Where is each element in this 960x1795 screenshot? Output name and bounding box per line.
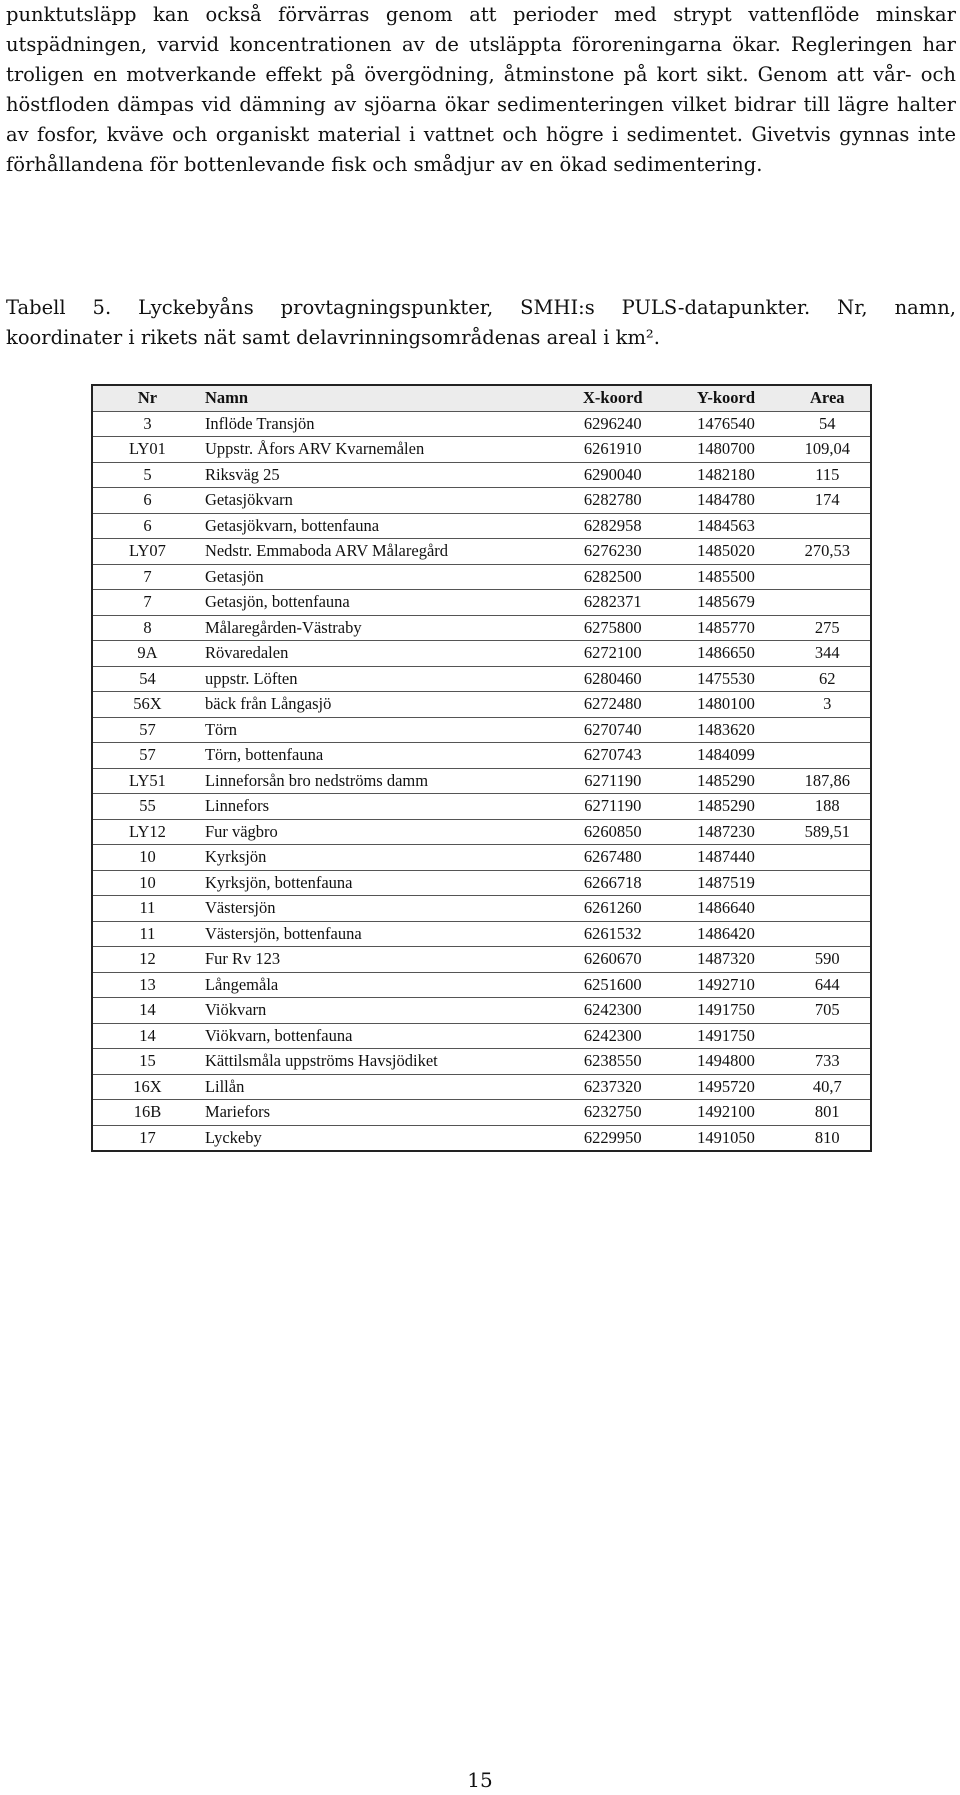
cell-y-coord: 1495720	[667, 1074, 784, 1100]
cell-nr: 57	[92, 743, 202, 769]
cell-nr: 7	[92, 590, 202, 616]
cell-nr: 10	[92, 845, 202, 871]
table-body	[92, 411, 871, 1151]
table-row	[92, 998, 871, 1024]
cell-x-coord: 6242300	[558, 1023, 667, 1049]
cell-y-coord: 1494800	[667, 1049, 784, 1075]
cell-x-coord: 6238550	[558, 1049, 667, 1075]
cell-nr: 11	[92, 921, 202, 947]
table-row	[92, 743, 871, 769]
cell-area: 187,86	[785, 768, 871, 794]
table-row	[92, 539, 871, 565]
cell-x-coord: 6280460	[558, 666, 667, 692]
paragraph-line: punktutsläpp kan också förvärras genom att perioder med strypt vattenflöde minskar	[6, 3, 956, 26]
cell-x-coord: 6261910	[558, 437, 667, 463]
table-row	[92, 437, 871, 463]
header-nr: Nr	[92, 385, 202, 411]
cell-name: Getasjön	[202, 564, 558, 590]
cell-name: Fur vägbro	[202, 819, 558, 845]
cell-area: 174	[785, 488, 871, 514]
cell-x-coord: 6275800	[558, 615, 667, 641]
table-row	[92, 1023, 871, 1049]
cell-y-coord: 1485679	[667, 590, 784, 616]
table-row	[92, 641, 871, 667]
cell-y-coord: 1484780	[667, 488, 784, 514]
cell-x-coord: 6260850	[558, 819, 667, 845]
paragraph-line: förhållandena för bottenlevande fisk och smådjur av en ökad sedimentering.	[6, 153, 763, 176]
cell-y-coord: 1487440	[667, 845, 784, 871]
cell-area	[785, 590, 871, 616]
header-y-coord: Y-koord	[667, 385, 784, 411]
body-paragraph	[6, 0, 956, 180]
cell-y-coord: 1480100	[667, 692, 784, 718]
paragraph-line: troligen en motverkande effekt på övergödning, åtminstone på kort sikt. Genom att vår- och	[6, 63, 956, 86]
cell-x-coord: 6282371	[558, 590, 667, 616]
cell-name: Törn	[202, 717, 558, 743]
cell-name: Lyckeby	[202, 1125, 558, 1151]
cell-y-coord: 1475530	[667, 666, 784, 692]
cell-area	[785, 564, 871, 590]
cell-name: Getasjökvarn, bottenfauna	[202, 513, 558, 539]
cell-name: Viökvarn, bottenfauna	[202, 1023, 558, 1049]
table-row	[92, 1125, 871, 1151]
cell-y-coord: 1483620	[667, 717, 784, 743]
cell-y-coord: 1485020	[667, 539, 784, 565]
cell-nr: 7	[92, 564, 202, 590]
cell-nr: 8	[92, 615, 202, 641]
table-row	[92, 666, 871, 692]
cell-nr: 10	[92, 870, 202, 896]
cell-y-coord: 1485770	[667, 615, 784, 641]
cell-y-coord: 1491750	[667, 998, 784, 1024]
cell-nr: 54	[92, 666, 202, 692]
cell-name: bäck från Långasjö	[202, 692, 558, 718]
cell-area: 589,51	[785, 819, 871, 845]
cell-area: 188	[785, 794, 871, 820]
cell-area: 801	[785, 1100, 871, 1126]
cell-nr: 5	[92, 462, 202, 488]
table-row	[92, 717, 871, 743]
cell-area	[785, 717, 871, 743]
cell-nr: LY01	[92, 437, 202, 463]
cell-x-coord: 6282500	[558, 564, 667, 590]
cell-nr: 56X	[92, 692, 202, 718]
table-row	[92, 411, 871, 437]
cell-area: 62	[785, 666, 871, 692]
header-name: Namn	[202, 385, 558, 411]
cell-y-coord: 1485290	[667, 794, 784, 820]
cell-nr: 14	[92, 998, 202, 1024]
header-area: Area	[785, 385, 871, 411]
cell-nr: LY12	[92, 819, 202, 845]
cell-area	[785, 921, 871, 947]
cell-name: Nedstr. Emmaboda ARV Målaregård	[202, 539, 558, 565]
cell-nr: 16B	[92, 1100, 202, 1126]
cell-area	[785, 1023, 871, 1049]
cell-nr: LY51	[92, 768, 202, 794]
caption-line: koordinater i rikets nät samt delavrinningsområdenas areal i km².	[6, 326, 660, 349]
table-row	[92, 947, 871, 973]
table-row	[92, 564, 871, 590]
cell-x-coord: 6237320	[558, 1074, 667, 1100]
cell-x-coord: 6242300	[558, 998, 667, 1024]
cell-nr: 55	[92, 794, 202, 820]
cell-nr: 3	[92, 411, 202, 437]
cell-area: 109,04	[785, 437, 871, 463]
cell-nr: LY07	[92, 539, 202, 565]
header-x-coord: X-koord	[558, 385, 667, 411]
cell-y-coord: 1484099	[667, 743, 784, 769]
cell-x-coord: 6267480	[558, 845, 667, 871]
table-caption	[6, 293, 956, 353]
cell-area: 344	[785, 641, 871, 667]
table-row	[92, 845, 871, 871]
cell-x-coord: 6290040	[558, 462, 667, 488]
table-row	[92, 615, 871, 641]
cell-y-coord: 1485290	[667, 768, 784, 794]
cell-area: 54	[785, 411, 871, 437]
cell-x-coord: 6261260	[558, 896, 667, 922]
cell-y-coord: 1492710	[667, 972, 784, 998]
cell-nr: 15	[92, 1049, 202, 1075]
table-row	[92, 1049, 871, 1075]
cell-y-coord: 1476540	[667, 411, 784, 437]
cell-name: Fur Rv 123	[202, 947, 558, 973]
cell-nr: 14	[92, 1023, 202, 1049]
cell-name: Getasjökvarn	[202, 488, 558, 514]
cell-y-coord: 1486650	[667, 641, 784, 667]
cell-area	[785, 513, 871, 539]
cell-y-coord: 1492100	[667, 1100, 784, 1126]
cell-area: 270,53	[785, 539, 871, 565]
cell-y-coord: 1485500	[667, 564, 784, 590]
cell-name: Linnefors	[202, 794, 558, 820]
cell-name: Målaregården-Västraby	[202, 615, 558, 641]
cell-x-coord: 6271190	[558, 768, 667, 794]
table-row	[92, 819, 871, 845]
cell-name: Linneforsån bro nedströms damm	[202, 768, 558, 794]
cell-name: Mariefors	[202, 1100, 558, 1126]
cell-name: Långemåla	[202, 972, 558, 998]
cell-area	[785, 870, 871, 896]
cell-area: 590	[785, 947, 871, 973]
cell-nr: 9A	[92, 641, 202, 667]
cell-x-coord: 6229950	[558, 1125, 667, 1151]
paragraph-line: utspädningen, varvid koncentrationen av de utsläppta föroreningarna ökar. Regleringen har	[6, 33, 956, 56]
sampling-points-table	[91, 384, 872, 1152]
table-row	[92, 488, 871, 514]
cell-name: Rövaredalen	[202, 641, 558, 667]
cell-y-coord: 1491750	[667, 1023, 784, 1049]
cell-x-coord: 6296240	[558, 411, 667, 437]
cell-area: 3	[785, 692, 871, 718]
cell-name: Kyrksjön, bottenfauna	[202, 870, 558, 896]
cell-name: Inflöde Transjön	[202, 411, 558, 437]
cell-y-coord: 1480700	[667, 437, 784, 463]
cell-name: Kyrksjön	[202, 845, 558, 871]
cell-nr: 6	[92, 513, 202, 539]
table-row	[92, 972, 871, 998]
cell-nr: 6	[92, 488, 202, 514]
cell-name: Riksväg 25	[202, 462, 558, 488]
cell-y-coord: 1486420	[667, 921, 784, 947]
cell-y-coord: 1482180	[667, 462, 784, 488]
cell-x-coord: 6266718	[558, 870, 667, 896]
cell-area: 810	[785, 1125, 871, 1151]
cell-x-coord: 6270740	[558, 717, 667, 743]
cell-x-coord: 6270743	[558, 743, 667, 769]
cell-nr: 16X	[92, 1074, 202, 1100]
cell-name: Getasjön, bottenfauna	[202, 590, 558, 616]
table-row	[92, 590, 871, 616]
cell-x-coord: 6260670	[558, 947, 667, 973]
table-header-row	[92, 385, 871, 411]
cell-area: 115	[785, 462, 871, 488]
table-row	[92, 462, 871, 488]
cell-x-coord: 6282780	[558, 488, 667, 514]
table-row	[92, 1074, 871, 1100]
paragraph-line: av fosfor, kväve och organiskt material i vattnet och högre i sedimentet. Givetvis gynnas inte	[6, 123, 956, 146]
cell-y-coord: 1487320	[667, 947, 784, 973]
cell-name: Viökvarn	[202, 998, 558, 1024]
cell-name: Törn, bottenfauna	[202, 743, 558, 769]
cell-y-coord: 1486640	[667, 896, 784, 922]
cell-x-coord: 6276230	[558, 539, 667, 565]
cell-x-coord: 6272480	[558, 692, 667, 718]
table-row	[92, 870, 871, 896]
cell-area	[785, 896, 871, 922]
cell-nr: 17	[92, 1125, 202, 1151]
cell-area: 40,7	[785, 1074, 871, 1100]
cell-area: 644	[785, 972, 871, 998]
cell-y-coord: 1487230	[667, 819, 784, 845]
cell-x-coord: 6272100	[558, 641, 667, 667]
table-row	[92, 1100, 871, 1126]
cell-nr: 11	[92, 896, 202, 922]
cell-x-coord: 6261532	[558, 921, 667, 947]
cell-area	[785, 845, 871, 871]
cell-name: uppstr. Löften	[202, 666, 558, 692]
cell-x-coord: 6251600	[558, 972, 667, 998]
cell-y-coord: 1491050	[667, 1125, 784, 1151]
cell-nr: 57	[92, 717, 202, 743]
cell-name: Lillån	[202, 1074, 558, 1100]
cell-name: Västersjön, bottenfauna	[202, 921, 558, 947]
caption-line: Tabell 5. Lyckebyåns provtagningspunkter, SMHI:s PULS-datapunkter. Nr, namn,	[6, 296, 956, 319]
cell-nr: 12	[92, 947, 202, 973]
cell-x-coord: 6232750	[558, 1100, 667, 1126]
cell-name: Västersjön	[202, 896, 558, 922]
table-row	[92, 921, 871, 947]
cell-area: 733	[785, 1049, 871, 1075]
cell-nr: 13	[92, 972, 202, 998]
table-row	[92, 513, 871, 539]
cell-area: 705	[785, 998, 871, 1024]
table-row	[92, 794, 871, 820]
table-row	[92, 692, 871, 718]
cell-y-coord: 1487519	[667, 870, 784, 896]
cell-y-coord: 1484563	[667, 513, 784, 539]
cell-area: 275	[785, 615, 871, 641]
page-number: 15	[467, 1768, 493, 1792]
paragraph-line: höstfloden dämpas vid dämning av sjöarna ökar sedimenteringen vilket bidrar till lägre halter	[6, 93, 956, 116]
table-row	[92, 896, 871, 922]
cell-x-coord: 6282958	[558, 513, 667, 539]
table-row	[92, 768, 871, 794]
cell-x-coord: 6271190	[558, 794, 667, 820]
cell-name: Uppstr. Åfors ARV Kvarnemålen	[202, 437, 558, 463]
cell-area	[785, 743, 871, 769]
cell-name: Kättilsmåla uppströms Havsjödiket	[202, 1049, 558, 1075]
